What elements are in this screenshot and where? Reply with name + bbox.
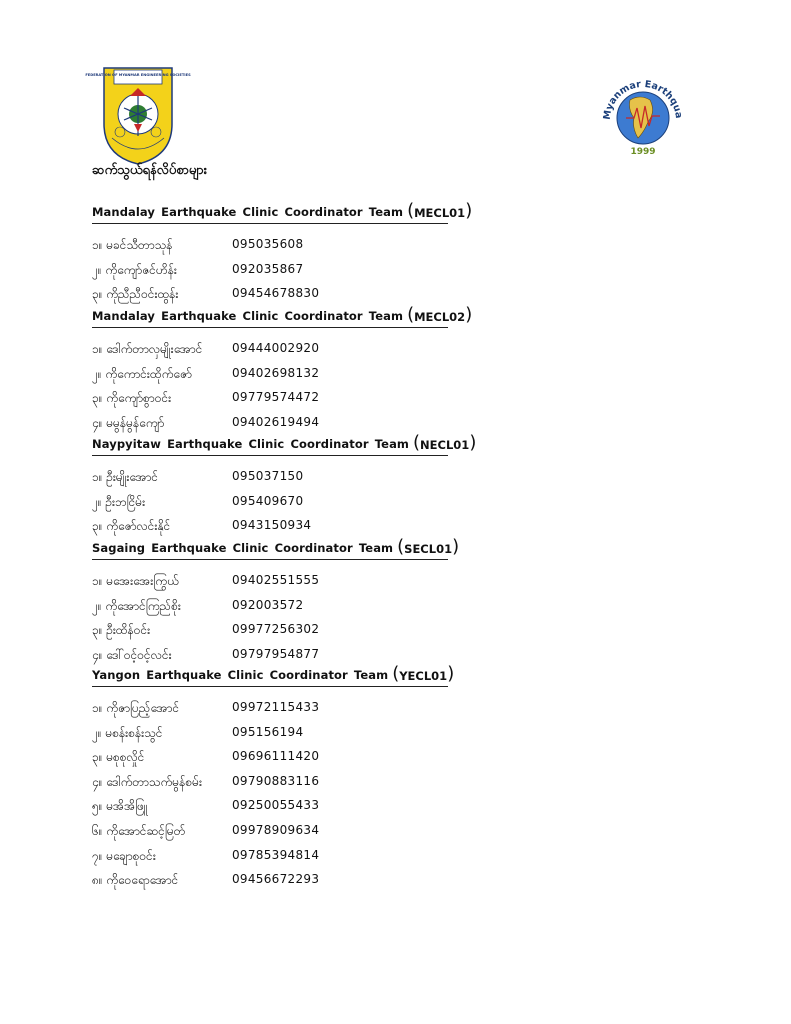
fmes-logo <box>85 66 191 166</box>
member-phone: 092035867 <box>232 261 304 276</box>
member-name: ၁။ မအေးအေးကြွယ် <box>92 574 179 588</box>
team-code: (NECL01) <box>413 432 477 453</box>
member-row <box>92 514 472 539</box>
member-name: ၂။ ကိုအောင်ကြည်စိုး <box>92 598 181 613</box>
member-row <box>92 643 472 668</box>
team-code: (MECL01) <box>407 200 473 221</box>
mec-logo <box>598 70 688 160</box>
member-name: ၁။ ကိုဇာပြည့်အောင် <box>92 701 180 715</box>
member-row <box>92 819 472 844</box>
member-row <box>92 569 472 594</box>
member-name: ၂။ ဦးဘငြိမ်း <box>92 494 146 509</box>
team-block-necl01 <box>92 432 477 539</box>
member-phone: 09978909634 <box>232 822 320 837</box>
member-row <box>92 362 472 387</box>
member-phone: 09402619494 <box>232 414 320 429</box>
member-phone: 09454678830 <box>232 286 320 301</box>
member-name: ၆။ ကိုအောင်ဆင့်မြတ် <box>92 823 186 838</box>
member-phone: 09402698132 <box>232 365 320 380</box>
member-row <box>92 770 472 795</box>
member-phone: 09785394814 <box>232 847 320 862</box>
fmes-logo-text: FEDERATION OF MYANMAR ENGINEERING SOCIETIES <box>85 73 191 77</box>
member-row <box>92 490 472 515</box>
member-list <box>92 569 472 667</box>
member-row <box>92 618 472 643</box>
member-row <box>92 696 472 721</box>
team-block-secl01 <box>92 538 472 667</box>
team-name: Naypyitaw Earthquake Clinic Coordinator Team <box>92 437 410 451</box>
member-phone: 095035608 <box>232 237 304 251</box>
contact-list-title: ဆက်သွယ်ရန်လိပ်စာများ <box>92 163 208 178</box>
member-phone: 09790883116 <box>232 773 320 788</box>
member-list <box>92 465 472 539</box>
member-name: ၃။ ကိုဇော်လင်းနိုင် <box>92 519 171 534</box>
member-name: ၃။ ကိုကျော်စွာဝင်း <box>92 391 172 406</box>
team-name: Sagaing Earthquake Clinic Coordinator Team <box>92 541 394 555</box>
member-name: ၄။ မမွန်မွန်ကျော် <box>92 415 165 430</box>
mec-logo-text: Myanmar Earthqua <box>601 78 685 121</box>
member-list <box>92 337 472 435</box>
member-name: ၄။ ဒေါ်ဝင့်ဝင့်လင်း <box>92 647 172 662</box>
fmes-emblem-icon <box>85 66 191 166</box>
member-row <box>92 465 472 490</box>
member-phone: 09977256302 <box>232 622 320 637</box>
member-row <box>92 258 472 283</box>
member-name: ၃။ ကိုညီညီဝင်းထွန်း <box>92 287 179 302</box>
member-phone: 095409670 <box>232 493 304 508</box>
member-row <box>92 794 472 819</box>
member-name: ၃။ မစုစုလှိုင် <box>92 750 145 765</box>
member-phone: 09779574472 <box>232 390 320 405</box>
team-header <box>92 536 460 560</box>
member-phone: 09972115433 <box>232 700 320 714</box>
member-phone: 09250055433 <box>232 798 320 813</box>
member-row <box>92 594 472 619</box>
member-name: ၂။ ကိုကျော်ဇင်ဟိန်း <box>92 262 177 277</box>
member-phone: 0943150934 <box>232 518 312 533</box>
member-phone: 09444002920 <box>232 341 320 355</box>
mec-logo-year: 1999 <box>630 147 656 157</box>
member-name: ၂။ ကိုကောင်းထိုက်ဇော် <box>92 366 192 381</box>
member-phone: 09456672293 <box>232 872 320 887</box>
team-header <box>92 304 473 328</box>
team-code: (YECL01) <box>392 663 455 684</box>
team-header <box>92 200 473 224</box>
member-phone: 09696111420 <box>232 749 320 764</box>
member-name: ၅။ မအိအိဖြူ <box>92 799 148 814</box>
team-block-mecl01 <box>92 202 472 307</box>
team-name: Mandalay Earthquake Clinic Coordinator Team <box>92 309 404 323</box>
member-row <box>92 721 472 746</box>
team-code: (SECL01) <box>397 536 460 557</box>
member-name: ၂။ မစန်းစန်းသွင် <box>92 725 163 740</box>
member-name: ၁။ မခင်သီတာသုန် <box>92 238 173 252</box>
member-name: ၃။ ဦးထိန်ဝင်း <box>92 623 151 638</box>
member-row <box>92 233 472 258</box>
member-list <box>92 233 472 307</box>
member-row <box>92 745 472 770</box>
member-row <box>92 386 472 411</box>
member-phone: 095037150 <box>232 469 304 483</box>
member-name: ၁။ ဦးမျိုးအောင် <box>92 470 159 484</box>
member-phone: 09797954877 <box>232 646 320 661</box>
member-name: ၄။ ဒေါက်တာသက်မွန်စမ်း <box>92 774 202 789</box>
member-list <box>92 696 472 893</box>
team-name: Yangon Earthquake Clinic Coordinator Team <box>92 668 389 682</box>
earthquake-globe-icon <box>598 70 688 160</box>
member-name: ၁။ ဒေါက်တာလှမျိုးအောင် <box>92 342 203 356</box>
member-name: ၈။ ကိုဝေရောအောင် <box>92 873 179 888</box>
team-name: Mandalay Earthquake Clinic Coordinator Team <box>92 205 404 219</box>
member-name: ၇။ မချောစုဝင်း <box>92 848 156 863</box>
team-block-yecl01 <box>92 665 472 893</box>
member-phone: 09402551555 <box>232 573 320 587</box>
member-phone: 092003572 <box>232 597 304 612</box>
team-header <box>92 663 455 687</box>
member-phone: 095156194 <box>232 724 304 739</box>
team-block-mecl02 <box>92 306 472 435</box>
member-row <box>92 282 472 307</box>
team-code: (MECL02) <box>407 304 473 325</box>
member-row <box>92 337 472 362</box>
team-header <box>92 432 477 456</box>
member-row <box>92 844 472 869</box>
member-row <box>92 868 472 893</box>
